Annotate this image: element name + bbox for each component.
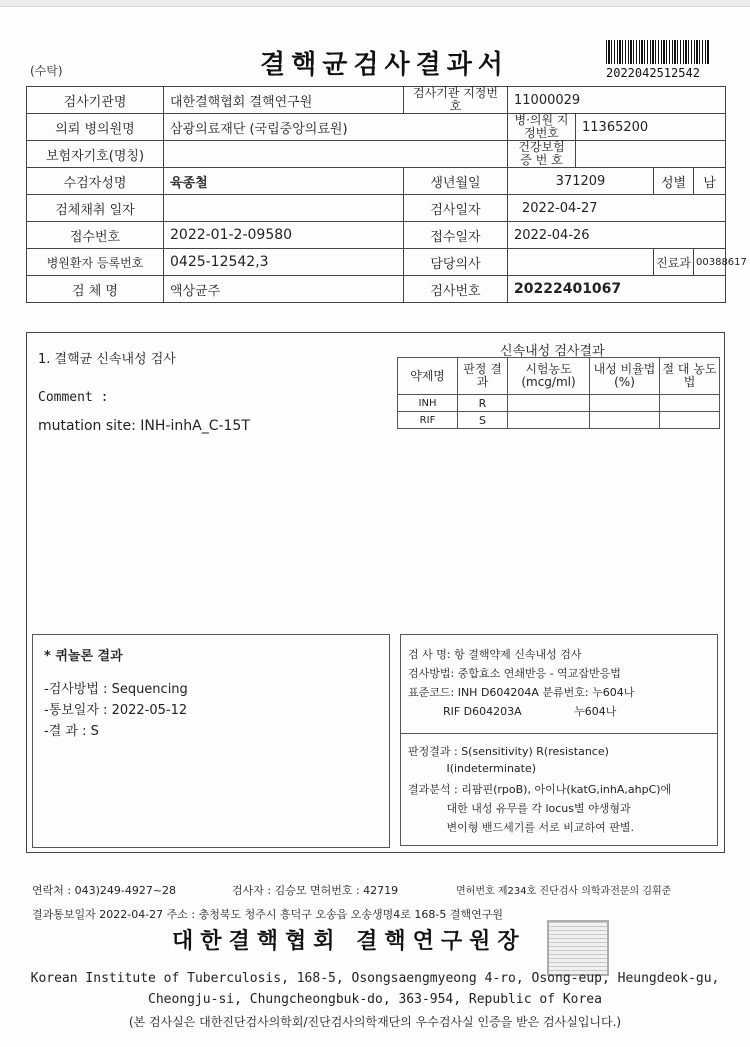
collect-date-label: 검체채취 일자 — [27, 195, 164, 222]
doctor-label: 담당의사 — [404, 249, 508, 276]
table-row — [27, 222, 726, 249]
method-line: 검사방법: 중합효소 연쇄반응 - 역교잡반응법 — [408, 667, 621, 680]
hospital-label: 의뢰 병의원명 — [27, 114, 164, 141]
quinolone-method: -검사방법 : Sequencing — [44, 682, 188, 697]
specimen-label: 검 체 명 — [27, 276, 164, 303]
lab-name-label: 검사기관명 — [27, 87, 164, 114]
lab-name: 대한결핵협회 결핵연구원 — [164, 87, 404, 114]
table-row — [27, 141, 726, 168]
method-divider — [400, 733, 718, 734]
dept-label: 진료과 — [654, 249, 694, 276]
test-no-label: 검사번호 — [404, 276, 508, 303]
method-line: 검 사 명: 항 결핵약제 신속내성 검사 — [408, 648, 582, 661]
header-ratio: 내성 비율법(%) — [590, 358, 660, 395]
table-row — [398, 412, 720, 429]
table-row — [27, 276, 726, 303]
notice-date: 결과통보일자 2022-04-27 주소 : 충청북도 청주시 흥덕구 오송읍 오송생명4로 168-5 결핵연구원 — [32, 908, 503, 921]
insurance-no-label: 건강보험 증 번 호 — [508, 141, 576, 168]
header-absolute: 절 대 농도법 — [660, 358, 720, 395]
contact-info: 연락처 : 043)249-4927~28 — [32, 884, 177, 897]
drug-name: INH — [398, 395, 458, 412]
address-english-line1: Korean Institute of Tuberculosis, 168-5, Osongsaengmyeong 4-ro, Osong-eup, Heungdeok-gu, — [30, 971, 720, 986]
barcode-icon — [606, 40, 710, 64]
address-english-line2: Cheongju-si, Chungcheongbuk-do, 363-954, Republic of Korea — [148, 992, 602, 1007]
header-conc: 시험농도 (mcg/ml) — [508, 358, 590, 395]
dob-value: 371209 — [508, 168, 654, 195]
table-row — [27, 195, 726, 222]
sex-value: 남 — [694, 168, 726, 195]
method-line: RIF D604203A 누604나 — [408, 705, 617, 718]
doctor-value — [508, 249, 654, 276]
drug-result: R — [458, 395, 508, 412]
test-date-label: 검사일자 — [404, 195, 508, 222]
test-no: 20222401067 — [508, 276, 726, 303]
hospital-name: 삼광의료재단 (국립중앙의료원) — [164, 114, 508, 141]
dob-label: 생년월일 — [404, 168, 508, 195]
institution-name: 대한결핵협회 결핵연구원장 — [172, 929, 526, 954]
lab-id-label: 검사기관 지정번호 — [404, 87, 508, 114]
lab-id: 11000029 — [508, 87, 726, 114]
document-title: 결핵균검사결과서 — [260, 50, 509, 80]
judgement-line: 대한 내성 유무를 각 locus별 야생형과 — [408, 802, 631, 815]
inspector-info: 검사자 : 김승모 면허번호 : 42719 — [232, 884, 399, 897]
table-row — [27, 168, 726, 195]
top-edge — [0, 0, 750, 7]
quinolone-box — [32, 634, 390, 848]
header-result: 판정 결과 — [458, 358, 508, 395]
receipt-date-label: 접수일자 — [404, 222, 508, 249]
table-row — [398, 395, 720, 412]
patient-name-label: 수검자성명 — [27, 168, 164, 195]
header-drug: 약제명 — [398, 358, 458, 395]
drug-absolute — [660, 395, 720, 412]
resistance-title: 신속내성 검사결과 — [500, 344, 605, 359]
quinolone-report-date: -통보일자 : 2022-05-12 — [44, 703, 188, 718]
drug-conc — [508, 395, 590, 412]
judgement-line: 변이형 밴드세기를 서로 비교하여 판별. — [408, 821, 634, 834]
drug-conc — [508, 412, 590, 429]
mutation-site: mutation site: INH-inhA_C-15T — [38, 418, 250, 434]
drug-ratio — [590, 412, 660, 429]
receipt-no: 2022-01-2-09580 — [164, 222, 404, 249]
sex-label: 성별 — [654, 168, 694, 195]
insured-label: 보험자기호(명칭) — [27, 141, 164, 168]
dept-value: 00388617 — [694, 249, 726, 276]
method-line: 표준코드: INH D604204A 분류번호: 누604나 — [408, 686, 635, 699]
quinolone-title: * 퀴놀론 결과 — [44, 649, 123, 664]
drug-result: S — [458, 412, 508, 429]
drug-name: RIF — [398, 412, 458, 429]
drug-absolute — [660, 412, 720, 429]
insured-value — [164, 141, 508, 168]
barcode-number: 2022042512542 — [606, 66, 700, 80]
specialist-info: 면허번호 제234호 진단검사 의학과전문의 김휘준 — [456, 886, 672, 897]
judgement-line: 결과분석 : 리팜핀(rpoB), 아이나(katG,inhA,ahpC)에 — [408, 783, 672, 796]
collect-date — [164, 195, 404, 222]
certification-note: (본 검사실은 대한진단검사의학회/진단검사의학재단의 우수검사실 인증을 받은 검사실입니다.) — [128, 1015, 622, 1029]
quinolone-result: -결 과 : S — [44, 724, 99, 739]
hospital-id-label: 병·의원 지정번호 — [508, 114, 576, 141]
receipt-date: 2022-04-26 — [508, 222, 726, 249]
comment-label: Comment : — [38, 390, 109, 405]
institution-seal — [547, 920, 609, 976]
insurance-no — [576, 141, 726, 168]
table-header-row — [398, 358, 720, 395]
table-row — [27, 114, 726, 141]
hosp-patient-no: 0425-12542,3 — [164, 249, 404, 276]
receipt-no-label: 접수번호 — [27, 222, 164, 249]
drug-ratio — [590, 395, 660, 412]
specimen-value: 액상균주 — [164, 276, 404, 303]
hospital-id: 11365200 — [576, 114, 726, 141]
test-title: 1. 결핵균 신속내성 검사 — [38, 352, 176, 367]
table-row — [27, 249, 726, 276]
hosp-patient-no-label: 병원환자 등록번호 — [27, 249, 164, 276]
patient-name: 육종철 — [164, 168, 404, 195]
judgement-line: 판정결과 : S(sensitivity) R(resistance) — [408, 745, 609, 758]
test-date: 2022-04-27 — [508, 195, 726, 222]
copy-mark: (수탁) — [30, 64, 63, 78]
patient-info-table — [26, 86, 747, 303]
resistance-table — [397, 357, 720, 429]
judgement-line: I(indeterminate) — [408, 762, 537, 775]
table-row — [27, 87, 726, 114]
